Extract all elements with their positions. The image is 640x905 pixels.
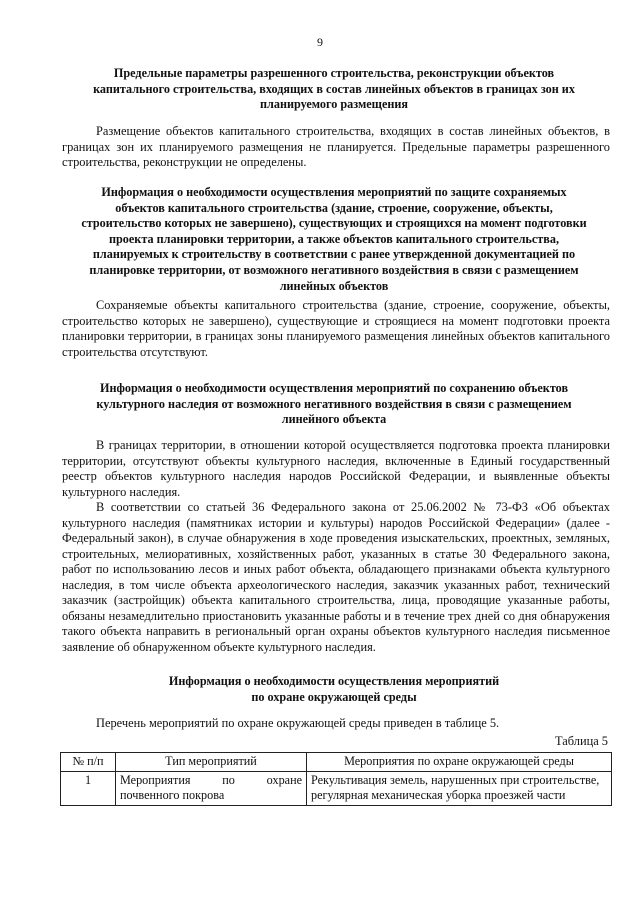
environment-measures-table [60, 752, 612, 806]
section-paragraph-protection-of-objects: Сохраняемые объекты капитального строительства (здание, строение, сооружение, объекты, строительство которых не завершено), существующие и строящиеся на момент подготовки проекта планировки территории, в границах зоны планируемого размещения линейных объектов капитального строительства отсутствуют. [62, 298, 610, 359]
paragraph-heritage-absent: В границах территории, в отношении которой осуществляется подготовка проекта планировки территории, отсутствуют объекты культурного наследия, включенные в Единый государственный реестр объектов культурного наследия народов Российской Федерации, и выявленные объекты культурного наследия. [62, 438, 610, 499]
table-row [61, 771, 612, 805]
column-header-measure-type: Тип мероприятий [116, 753, 307, 772]
cell-measures: Рекультивация земель, нарушенных при строительстве, регулярная механическая уборка проезжей части [307, 771, 612, 805]
paragraph-heritage-law: В соответствии со статьей 36 Федерального закона от 25.06.2002 № 73-ФЗ «Об объектах культурного наследия (памятниках истории и культуры) народов Российской Федерации» (далее - Федеральный закон), в случае обнаружения в ходе проведения изыскательских, проектных, земляных, строительных, мелиоративных, хозяйственных работ, указанных в статье 30 Федерального закона, работ по использованию лесов и иных работ объекта, обладающего признаками объекта культурного наследия, в том числе объекта археологического наследия, заказчик указанных работ, технический заказчик (застройщик) объекта капитального строительства, лица, проводящие указанные работы, обязаны незамедлительно приостановить указанные работы и в течение трех дней со дня обнаружения такого объекта направить в региональный орган охраны объектов культурного наследия письменное заявление об обнаруженном объекте культурного наследия. [62, 500, 610, 654]
table-header-row [61, 753, 612, 772]
section-paragraph-environment: Перечень мероприятий по охране окружающей среды приведен в таблице 5. [96, 716, 500, 730]
column-header-measures: Мероприятия по охране окружающей среды [307, 753, 612, 772]
column-header-number: № п/п [61, 753, 116, 772]
cell-number: 1 [61, 771, 116, 805]
page-number: 9 [317, 35, 323, 49]
section-heading-cultural-heritage: Информация о необходимости осуществления мероприятий по сохранению объектов культурного наследия от возможного негативного воздействия в связи с размещением линейного объекта [96, 381, 572, 427]
cell-measure-type: Мероприятия по охране почвенного покрова [116, 771, 307, 805]
section-heading-construction-parameters: Предельные параметры разрешенного строительства, реконструкции объектов капитального строительства, входящих в состав линейных объектов в границах зон их планируемого размещения [93, 66, 575, 112]
table-caption: Таблица 5 [555, 734, 608, 748]
section-paragraph-construction-parameters: Размещение объектов капитального строительства, входящих в состав линейных объектов, в границах зон их планируемого размещения не планируется. Предельные параметры разрешенного строительства, реконструкции не определены. [62, 124, 610, 169]
section-heading-environment: Информация о необходимости осуществления мероприятий по охране окружающей среды [168, 674, 500, 704]
section-paragraphs-cultural-heritage [62, 438, 610, 655]
section-heading-protection-of-objects: Информация о необходимости осуществления мероприятий по защите сохраняемых объектов капитального строительства (здание, строение, сооружение, объекты, строительство которых не завершено), существующих и строящихся на момент подготовки проекта планировки территории, а также объектов капитального строительства, планируемых к строительству в соответствии с ранее утвержденной документацией по планировке территории, от возможного негативного воздействия в связи с размещением линейных объектов [81, 185, 587, 293]
